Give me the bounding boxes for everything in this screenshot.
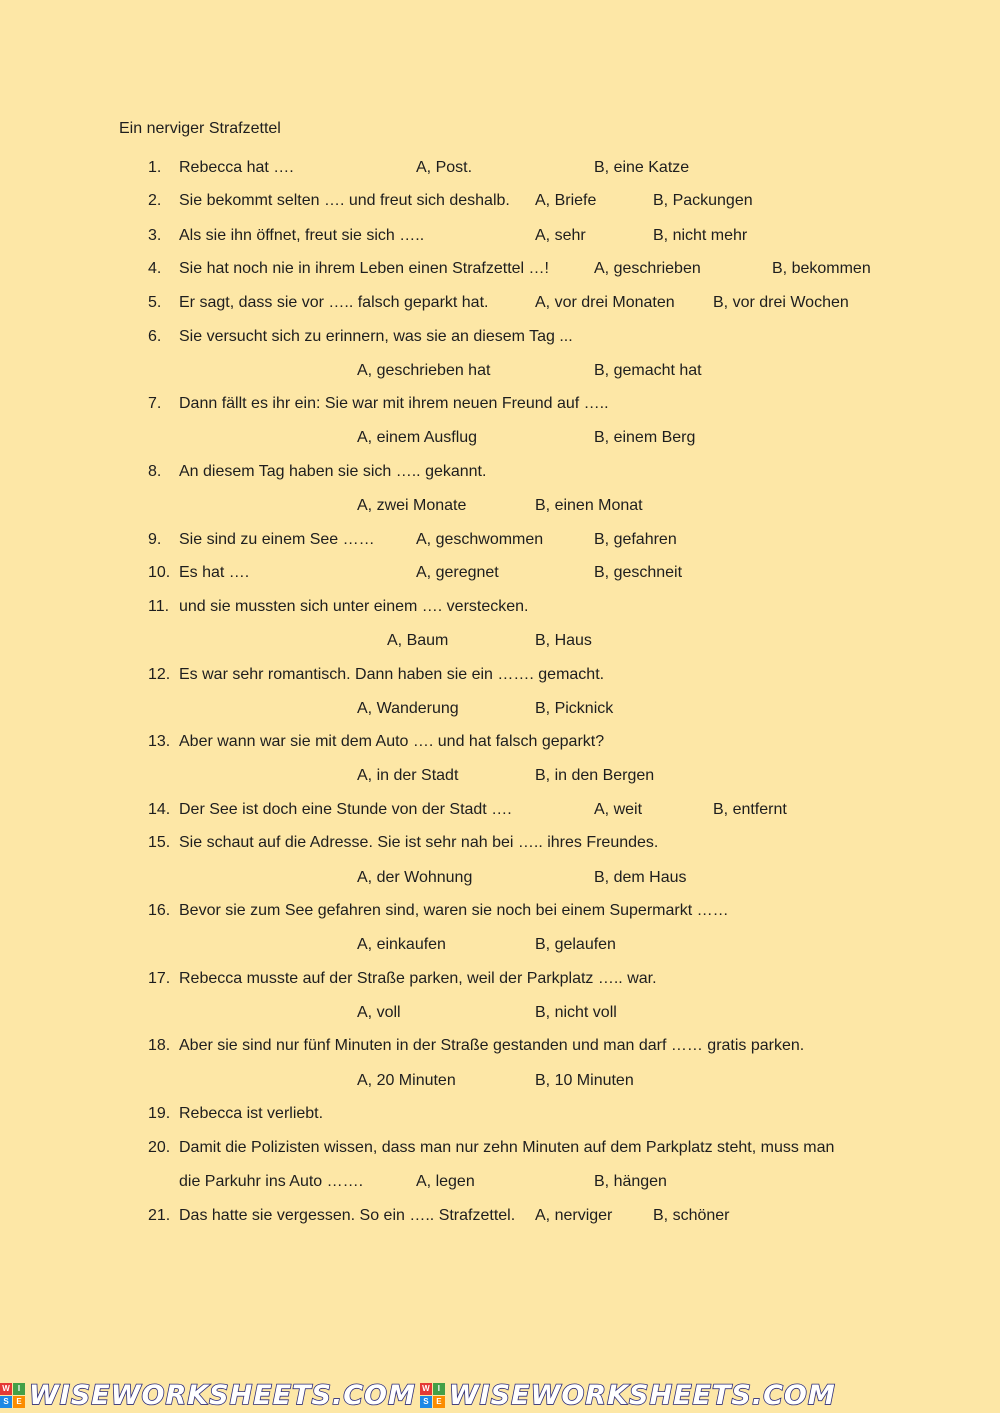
question-text: Bevor sie zum See gefahren sind, waren sie noch bei einem Supermarkt …… [179,902,729,919]
question-text: Rebecca hat …. [179,159,294,176]
question-number: 8. [148,463,162,480]
option-b[interactable]: B, gelaufen [535,936,616,953]
option-b[interactable]: B, gefahren [594,531,677,548]
question-text: Das hatte sie vergessen. So ein ….. Strafzettel. [179,1207,516,1224]
option-a[interactable]: A, Baum [387,632,449,649]
question-text: und sie mussten sich unter einem …. verstecken. [179,598,529,615]
question-number: 19. [148,1105,171,1122]
option-b[interactable]: B, hängen [594,1173,667,1190]
option-b[interactable]: B, entfernt [713,801,787,818]
question-text: Sie sind zu einem See …… [179,531,375,548]
option-a[interactable]: A, einkaufen [357,936,446,953]
option-b[interactable]: B, einen Monat [535,497,643,514]
question-number: 10. [148,564,171,581]
option-a[interactable]: A, Post. [416,159,473,176]
option-a[interactable]: A, Briefe [535,192,597,209]
option-b[interactable]: B, geschneit [594,564,683,581]
question-number: 2. [148,192,162,209]
question-number: 18. [148,1037,171,1054]
brand-text: WISEWORKSHEETS.COM [448,1380,836,1411]
option-a[interactable]: A, vor drei Monaten [535,294,675,311]
option-b[interactable]: B, nicht voll [535,1004,617,1021]
option-a[interactable]: A, 20 Minuten [357,1072,456,1089]
wise-logo-icon: W I S E [0,1383,25,1408]
brand[interactable] [0,1380,416,1411]
brand[interactable] [420,1380,836,1411]
option-b[interactable]: B, einem Berg [594,429,696,446]
question-number: 1. [148,159,162,176]
question-text: Er sagt, dass sie vor ….. falsch geparkt hat. [179,294,489,311]
question-text: Rebecca ist verliebt. [179,1105,324,1122]
option-b[interactable]: B, eine Katze [594,159,690,176]
question-number: 11. [148,598,170,615]
brand-text: WISEWORKSHEETS.COM [29,1380,416,1411]
question-text: Sie bekommt selten …. und freut sich deshalb. [179,192,510,209]
question-number: 14. [148,801,171,818]
option-a[interactable]: A, geschrieben [594,260,701,277]
option-a[interactable]: A, Wanderung [357,700,459,717]
question-number: 16. [148,902,171,919]
option-b[interactable]: B, schöner [653,1207,730,1224]
option-b[interactable]: B, Haus [535,632,592,649]
question-number: 4. [148,260,162,277]
question-number: 7. [148,395,162,412]
question-text: Rebecca musste auf der Straße parken, weil der Parkplatz ….. war. [179,970,657,987]
question-number: 9. [148,531,162,548]
option-b[interactable]: B, gemacht hat [594,362,702,379]
option-b[interactable]: B, dem Haus [594,869,687,886]
question-number: 20. [148,1139,171,1156]
option-b[interactable]: B, vor drei Wochen [713,294,849,311]
option-a[interactable]: A, geregnet [416,564,499,581]
question-number: 3. [148,227,162,244]
question-number: 6. [148,328,162,345]
question-text: Der See ist doch eine Stunde von der Stadt …. [179,801,512,818]
question-text-continued: die Parkuhr ins Auto ……. [179,1173,364,1190]
question-text: Als sie ihn öffnet, freut sie sich ….. [179,227,425,244]
option-a[interactable]: A, der Wohnung [357,869,473,886]
question-text: Sie versucht sich zu erinnern, was sie an diesem Tag ... [179,328,573,345]
worksheet-title: Ein nerviger Strafzettel [119,120,281,137]
footer-watermark [0,1378,1000,1413]
question-text: Aber sie sind nur fünf Minuten in der Straße gestanden und man darf …… gratis parken. [179,1037,805,1054]
question-number: 15. [148,834,171,851]
question-number: 21. [148,1207,171,1224]
question-text: Sie hat noch nie in ihrem Leben einen Strafzettel …! [179,260,549,277]
question-text: Sie schaut auf die Adresse. Sie ist sehr nah bei ….. ihres Freundes. [179,834,659,851]
wise-logo-icon: W I S E [420,1383,445,1408]
option-a[interactable]: A, zwei Monate [357,497,467,514]
question-text: Aber wann war sie mit dem Auto …. und hat falsch geparkt? [179,733,605,750]
option-a[interactable]: A, weit [594,801,643,818]
question-number: 17. [148,970,171,987]
option-b[interactable]: B, Picknick [535,700,614,717]
option-a[interactable]: A, legen [416,1173,475,1190]
question-text: Dann fällt es ihr ein: Sie war mit ihrem neuen Freund auf ….. [179,395,609,412]
option-a[interactable]: A, voll [357,1004,401,1021]
option-b[interactable]: B, bekommen [772,260,871,277]
question-number: 5. [148,294,162,311]
option-b[interactable]: B, Packungen [653,192,753,209]
option-a[interactable]: A, einem Ausflug [357,429,478,446]
option-b[interactable]: B, 10 Minuten [535,1072,634,1089]
question-text: Damit die Polizisten wissen, dass man nur zehn Minuten auf dem Parkplatz steht, muss man [179,1139,835,1156]
question-text: An diesem Tag haben sie sich ….. gekannt. [179,463,487,480]
option-a[interactable]: A, sehr [535,227,586,244]
option-a[interactable]: A, geschwommen [416,531,544,548]
option-b[interactable]: B, nicht mehr [653,227,748,244]
question-text: Es war sehr romantisch. Dann haben sie ein ……. gemacht. [179,666,605,683]
question-number: 13. [148,733,171,750]
option-a[interactable]: A, geschrieben hat [357,362,491,379]
question-text: Es hat …. [179,564,250,581]
question-number: 12. [148,666,171,683]
option-b[interactable]: B, in den Bergen [535,767,655,784]
option-a[interactable]: A, nerviger [535,1207,613,1224]
option-a[interactable]: A, in der Stadt [357,767,459,784]
